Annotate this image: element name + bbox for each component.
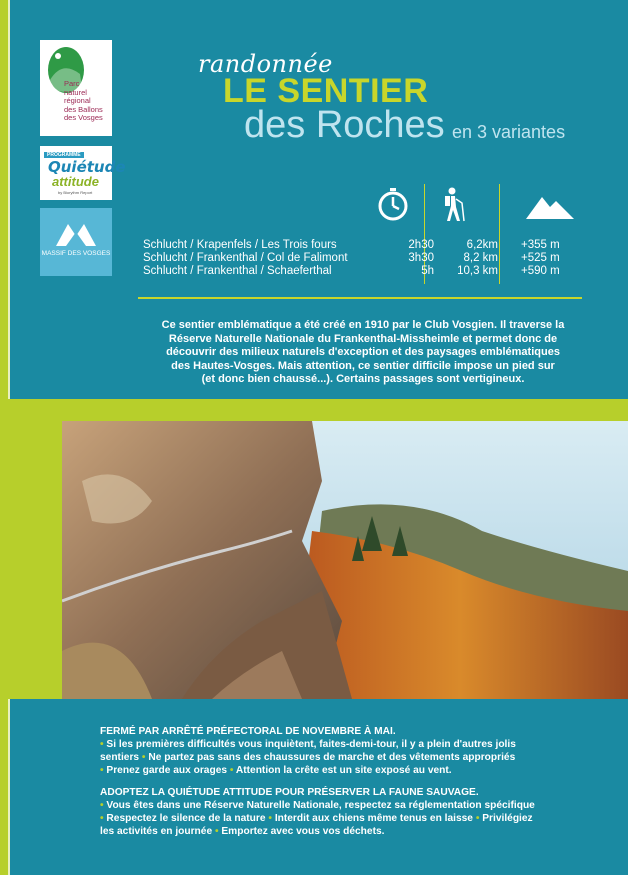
route-table: [143, 239, 583, 278]
quietude-line1: Quiétude: [48, 158, 126, 176]
notice-line: • Respectez le silence de la nature • Interdit aux chiens même tenus en laisse • Privilégiez: [100, 813, 533, 824]
parc-line: des Vosges: [64, 113, 103, 122]
notice-text: sentiers: [100, 752, 140, 763]
quietude-tag: PROGRAMME: [44, 152, 84, 158]
route-distance: 10,3 km: [457, 265, 498, 277]
trail-description: [140, 319, 586, 387]
notice-text: Prenez garde aux orages: [106, 765, 228, 776]
notice-text: Si les premières difficultés vous inquiètent, faites-demi-tour, il y a plein d'autres jolis: [106, 739, 516, 750]
title-kicker: randonnée: [198, 50, 333, 78]
page-title: LE SENTIER: [223, 72, 429, 110]
notice-line: les activités en journée • Emportez avec vous vos déchets.: [100, 826, 385, 837]
route-time: 2h30: [408, 239, 434, 251]
parc-line: régional: [64, 96, 91, 105]
trail-photo: [62, 421, 628, 699]
route-elevation: +525 m: [521, 252, 560, 264]
route-elevation: +355 m: [521, 239, 560, 251]
route-time: 5h: [421, 265, 434, 277]
massif-logo-text: MASSIF DES VOSGES: [41, 250, 111, 257]
notice-text: les activités en journée: [100, 826, 213, 837]
notice-line: • Vous êtes dans une Réserve Naturelle Nationale, respectez sa réglementation spécifique: [100, 800, 535, 811]
notice-text: Vous êtes dans une Réserve Naturelle Nationale, respectez sa réglementation spécifique: [106, 800, 535, 811]
notice-text: Emportez avec vous vos déchets.: [221, 826, 385, 837]
description-line: découvrir des milieux naturels d'exception et des paysages emblématiques: [166, 346, 560, 358]
route-name: Schlucht / Frankenthal / Schaeferthal: [143, 265, 332, 277]
photo-frame-left: [0, 421, 62, 699]
table-divider: [138, 297, 582, 299]
route-time: 3h30: [408, 252, 434, 264]
route-distance: 6,2km: [466, 239, 498, 251]
quietude-attitude-logo: [40, 146, 126, 200]
notice-closed-heading: FERMÉ PAR ARRÊTÉ PRÉFECTORAL DE NOVEMBRE À MAI.: [100, 726, 396, 737]
massif-vosges-logo: [40, 208, 112, 276]
notice-quietude: [100, 786, 590, 838]
notice-text: Ne partez pas sans des chaussures de marche et des vêtements appropriés: [148, 752, 516, 763]
description-line: Ce sentier emblématique a été créé en 1910 par le Club Vosgien. Il traverse la: [161, 319, 565, 331]
page-subtitle: des Roches: [244, 104, 445, 146]
notice-quietude-heading: ADOPTEZ LA QUIÉTUDE ATTITUDE POUR PRÉSERVER LA FAUNE SAUVAGE.: [100, 787, 479, 798]
notice-text: Attention la crête est un site exposé au vent.: [235, 765, 452, 776]
stopwatch-icon: [378, 187, 408, 221]
parc-logo-text: [64, 80, 103, 123]
table-row: [143, 252, 583, 265]
hiker-icon: [440, 187, 470, 223]
description-line: Réserve Naturelle Nationale du Frankenthal-Missheimle et permet donc de: [168, 332, 558, 345]
notice-line: • Si les premières difficultés vous inquiètent, faites-demi-tour, il y a plein d'autres jolis: [100, 739, 516, 750]
parc-line: des Ballons: [64, 104, 103, 114]
route-name: Schlucht / Krapenfels / Les Trois fours: [143, 239, 337, 251]
notice-text: Respectez le silence de la nature: [106, 813, 266, 824]
parc-line: naturel: [64, 87, 87, 97]
variants-label: en 3 variantes: [452, 122, 566, 142]
notice-line: sentiers • Ne partez pas sans des chaussures de marche et des vêtements appropriés: [100, 752, 516, 763]
route-elevation: +590 m: [521, 265, 560, 277]
table-row: [143, 265, 583, 278]
mountain-icon: [526, 193, 574, 219]
parc-ballons-logo: [40, 40, 112, 136]
table-row: [143, 239, 583, 252]
photo-frame-band: [0, 399, 628, 421]
notice-closed: [100, 725, 590, 777]
quietude-small: by Biorythm Report: [58, 190, 93, 195]
quietude-line2: attitude: [52, 174, 99, 189]
notice-text: Interdit aux chiens même tenus en laisse: [274, 813, 473, 824]
notice-line: • Prenez garde aux orages • Attention la crête est un site exposé au vent.: [100, 765, 452, 776]
route-distance: 8,2 km: [463, 252, 498, 264]
description-line: des Hautes-Vosges. Mais attention, ce sentier difficile impose un pied sur: [171, 359, 555, 372]
route-name: Schlucht / Frankenthal / Col de Falimont: [143, 252, 348, 264]
parc-line: Parc: [64, 79, 80, 88]
description-line: (et donc bien chaussé...). Certains passages sont vertigineux.: [201, 373, 525, 385]
notice-text: Privilégiez: [482, 813, 533, 824]
